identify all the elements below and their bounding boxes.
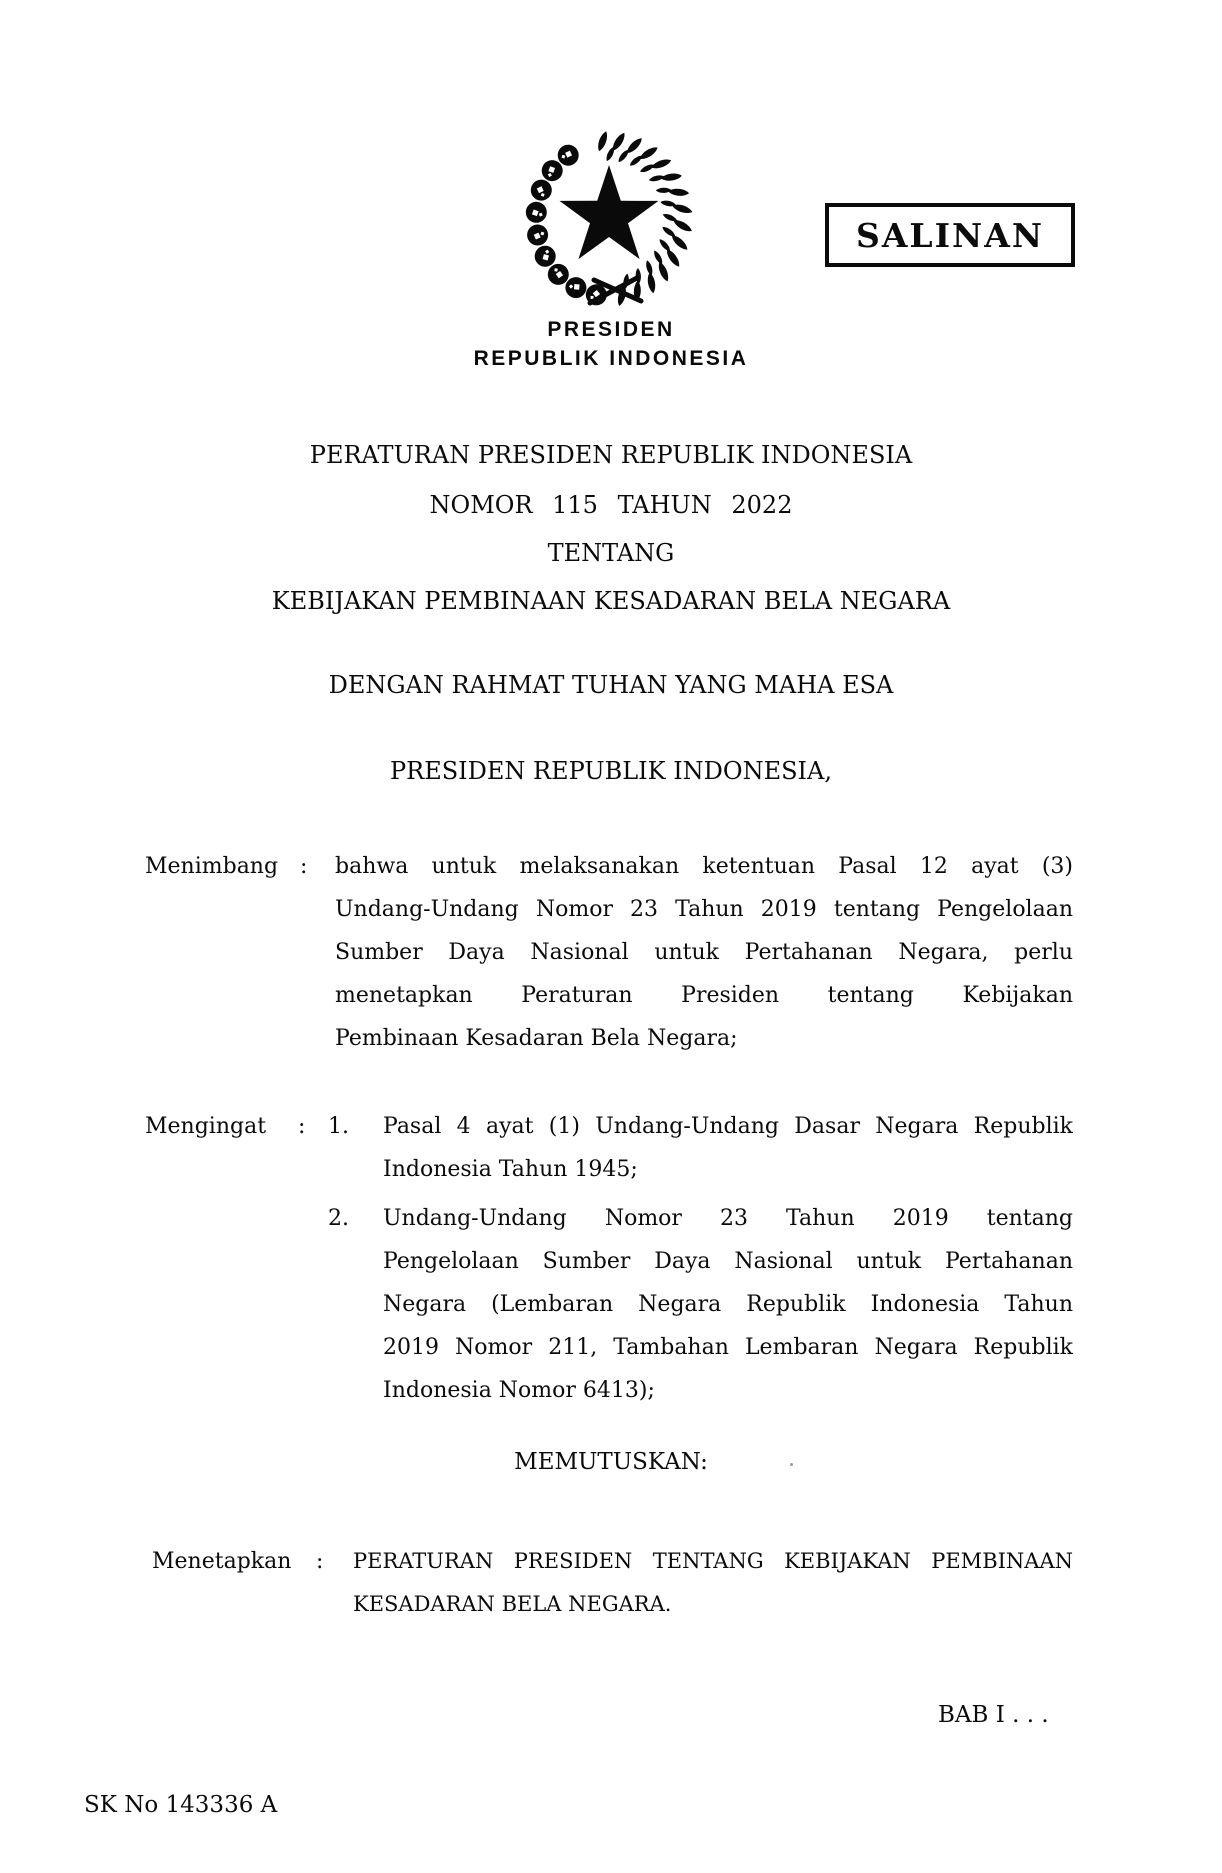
title-line-4-subject: KEBIJAKAN PEMBINAAN KESADARAN BELA NEGARA (271, 587, 951, 615)
menimbang-line: Pembinaan Kesadaran Bela Negara; (335, 1026, 738, 1051)
menimbang-line: Undang-Undang Nomor 23 Tahun 2019 tentang Pengelolaan (335, 897, 1073, 922)
menimbang-colon: : (300, 854, 308, 879)
menetapkan-paragraph (353, 1540, 1073, 1626)
star-icon (560, 165, 659, 259)
mengingat-colon: : (298, 1114, 306, 1139)
mengingat-item-line: Pengelolaan Sumber Daya Nasional untuk Pertahanan (383, 1249, 1073, 1274)
letterhead-presiden: PRESIDEN (547, 318, 675, 341)
mengingat-item-2-number: 2. (328, 1206, 349, 1231)
title-line-1: PERATURAN PRESIDEN REPUBLIK INDONESIA (309, 441, 913, 469)
menetapkan-line: PERATURAN PRESIDEN TENTANG KEBIJAKAN PEMBINAAN (353, 1549, 1073, 1573)
mengingat-item-line: Negara (Lembaran Negara Republik Indonesia Tahun (383, 1292, 1073, 1317)
salinan-stamp-label: SALINAN (855, 215, 1044, 255)
letterhead-republik-indonesia: REPUBLIK INDONESIA (473, 347, 749, 370)
mengingat-item-line: Undang-Undang Nomor 23 Tahun 2019 tentang (383, 1206, 1073, 1231)
salinan-stamp (825, 203, 1075, 267)
memutuskan-heading: MEMUTUSKAN: (514, 1449, 708, 1475)
authority-line: PRESIDEN REPUBLIK INDONESIA, (389, 757, 832, 785)
mengingat-item-line: Pasal 4 ayat (1) Undang-Undang Dasar Negara Republik (383, 1114, 1073, 1139)
menimbang-paragraph (335, 845, 1073, 1060)
invocation-line: DENGAN RAHMAT TUHAN YANG MAHA ESA (328, 671, 894, 699)
menimbang-line: menetapkan Peraturan Presiden tentang Kebijakan (335, 983, 1073, 1008)
menimbang-label: Menimbang (145, 854, 279, 879)
mengingat-item-line: Indonesia Tahun 1945; (383, 1157, 638, 1182)
mengingat-item-line: 2019 Nomor 211, Tambahan Lembaran Negara Republik (383, 1335, 1073, 1360)
stray-mark (790, 1463, 793, 1466)
mengingat-item-2 (383, 1197, 1073, 1412)
menimbang-line: bahwa untuk melaksanakan ketentuan Pasal 12 ayat (3) (335, 854, 1073, 879)
mengingat-item-1-number: 1. (328, 1114, 349, 1139)
sk-number: SK No 143336 A (84, 1792, 278, 1818)
mengingat-label: Mengingat (145, 1114, 267, 1139)
title-line-3-tentang: TENTANG (547, 539, 675, 567)
presidential-star-emblem (522, 131, 694, 307)
menetapkan-label: Menetapkan (152, 1549, 292, 1574)
continuation-mark: BAB I . . . (938, 1702, 1049, 1728)
title-line-2-nomor: NOMOR 115 TAHUN 2022 (429, 491, 793, 519)
mengingat-item-1 (383, 1105, 1073, 1191)
menetapkan-line: KESADARAN BELA NEGARA. (353, 1592, 672, 1616)
menimbang-line: Sumber Daya Nasional untuk Pertahanan Negara, perlu (335, 940, 1073, 965)
mengingat-item-line: Indonesia Nomor 6413); (383, 1378, 655, 1403)
menetapkan-colon: : (316, 1549, 324, 1574)
